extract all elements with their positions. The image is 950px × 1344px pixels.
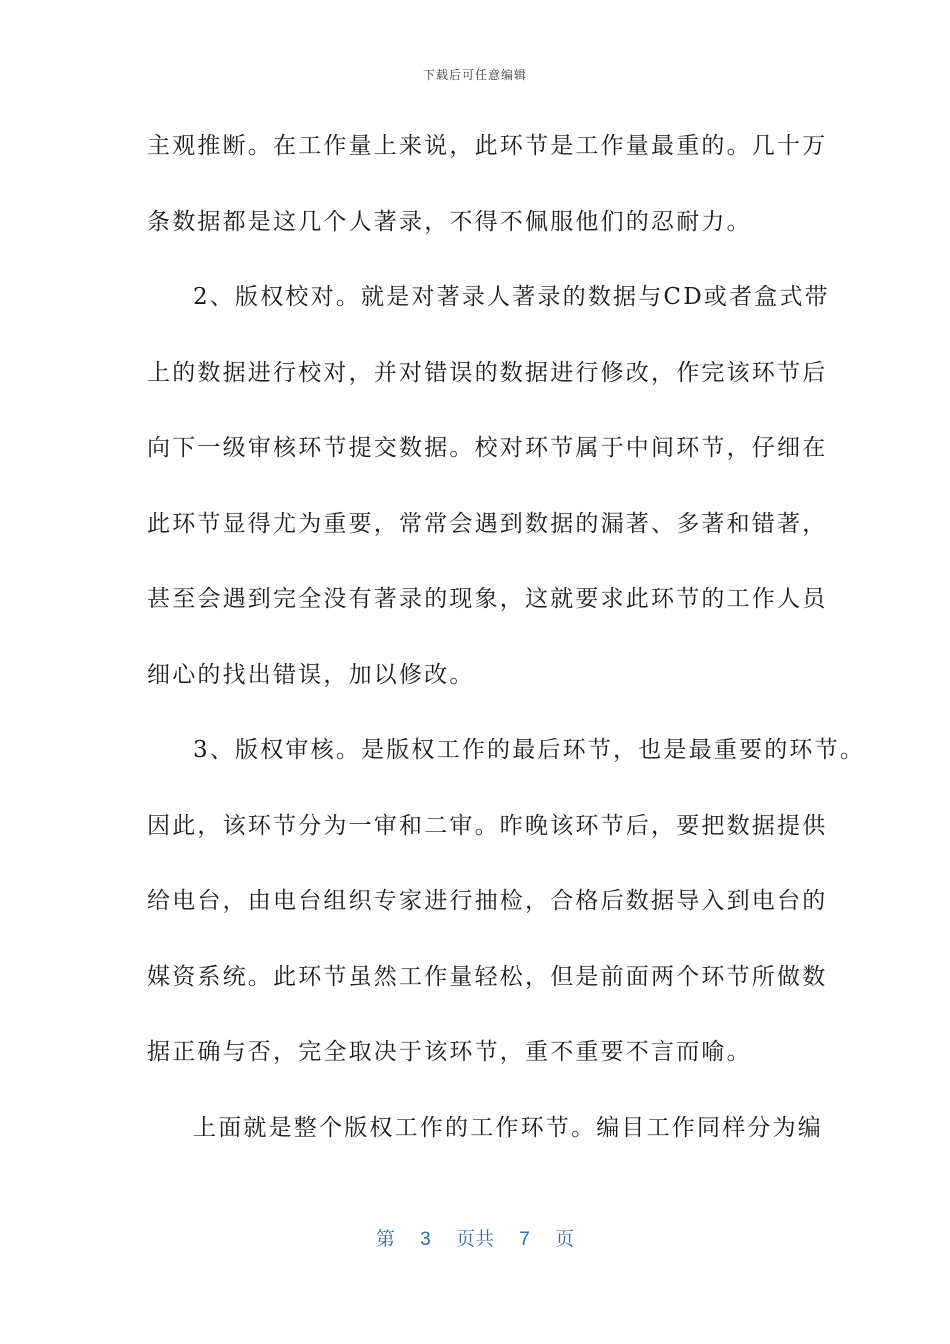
- text-line: 细心的找出错误，加以修改。: [147, 661, 475, 688]
- text-line: 甚至会遇到完全没有著录的现象，这就要求此环节的工作人员: [147, 586, 828, 612]
- text-line: 此环节显得尤为重要，常常会遇到数据的漏著、多著和错著，: [147, 510, 828, 537]
- text-line: 条数据都是这几个人著录，不得不佩服他们的忍耐力。: [147, 208, 752, 235]
- text-line: 上的数据进行校对，并对错误的数据进行修改，作完该环节后: [147, 359, 828, 386]
- footer-total-pages: 7: [519, 1229, 530, 1250]
- page-footer: [0, 1224, 950, 1251]
- footer-suffix: 页: [555, 1229, 575, 1250]
- text-line-paragraph-start: 3、版权审核。是版权工作的最后环节，也是最重要的环节。: [193, 737, 866, 763]
- text-line-paragraph-start: 2、版权校对。就是对著录人著录的数据与CD或者盒式带: [193, 284, 830, 310]
- footer-current-page: 3: [420, 1229, 431, 1250]
- footer-prefix: 第: [375, 1229, 395, 1250]
- text-line: 给电台，由电台组织专家进行抽检，合格后数据导入到电台的: [147, 888, 828, 914]
- text-line: 主观推断。在工作量上来说，此环节是工作量最重的。几十万: [147, 133, 828, 159]
- footer-middle: 页共: [455, 1229, 494, 1250]
- text-line: 向下一级审核环节提交数据。校对环节属于中间环节，仔细在: [147, 435, 828, 461]
- header-note: 下载后可任意编辑: [422, 68, 527, 82]
- text-line: 媒资系统。此环节虽然工作量轻松，但是前面两个环节所做数: [147, 963, 828, 990]
- text-line: 据正确与否，完全取决于该环节，重不重要不言而喻。: [147, 1039, 752, 1065]
- body-text: [147, 124, 866, 1181]
- text-line-paragraph-start: 上面就是整个版权工作的工作环节。编目工作同样分为编: [193, 1114, 823, 1141]
- text-line: 因此，该环节分为一审和二审。昨晚该环节后，要把数据提供: [147, 812, 828, 839]
